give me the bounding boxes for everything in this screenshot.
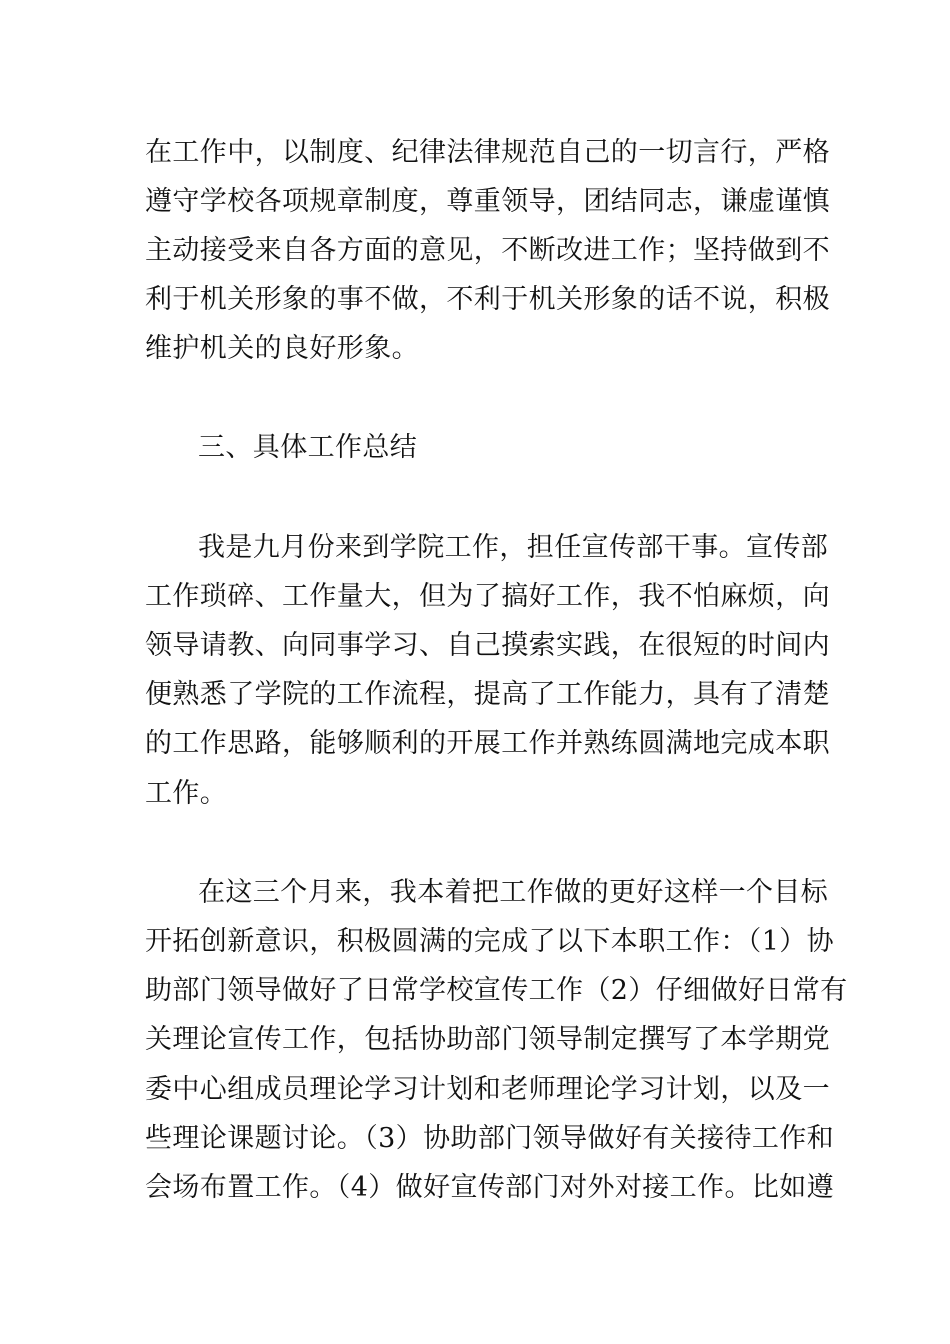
paragraph-line: 关理论宣传工作，包括协助部门领导制定撰写了本学期党 (145, 1024, 830, 1055)
section-heading: 三、具体工作总结 (198, 432, 418, 463)
paragraph-line: 主动接受来自各方面的意见，不断改进工作；坚持做到不 (145, 235, 830, 266)
paragraph-line: 我是九月份来到学院工作，担任宣传部干事。宣传部 (198, 532, 829, 563)
paragraph-line: 工作。 (145, 778, 228, 809)
paragraph-line: 开拓创新意识，积极圆满的完成了以下本职工作：（1）协 (145, 926, 835, 957)
paragraph-line: 遵守学校各项规章制度，尊重领导，团结同志，谦虚谨慎 (145, 186, 830, 217)
paragraph-line: 维护机关的良好形象。 (145, 333, 419, 364)
paragraph-line: 助部门领导做好了日常学校宣传工作（2）仔细做好日常有 (145, 975, 848, 1006)
paragraph-line: 工作琐碎、工作量大，但为了搞好工作，我不怕麻烦，向 (145, 581, 830, 612)
paragraph-line: 会场布置工作。（4）做好宣传部门对外对接工作。比如遵 (145, 1172, 835, 1203)
paragraph-line: 的工作思路，能够顺利的开展工作并熟练圆满地完成本职 (145, 728, 830, 759)
paragraph-line: 便熟悉了学院的工作流程，提高了工作能力，具有了清楚 (145, 679, 830, 710)
paragraph-line: 些理论课题讨论。（3）协助部门领导做好有关接待工作和 (145, 1123, 835, 1154)
paragraph-line: 在工作中，以制度、纪律法律规范自己的一切言行，严格 (145, 137, 830, 168)
paragraph-line: 领导请教、向同事学习、自己摸索实践，在很短的时间内 (145, 630, 830, 661)
paragraph-line: 利于机关形象的事不做，不利于机关形象的话不说，积极 (145, 284, 830, 315)
paragraph-line: 委中心组成员理论学习计划和老师理论学习计划，以及一 (145, 1074, 830, 1105)
paragraph-line: 在这三个月来，我本着把工作做的更好这样一个目标 (198, 877, 829, 908)
